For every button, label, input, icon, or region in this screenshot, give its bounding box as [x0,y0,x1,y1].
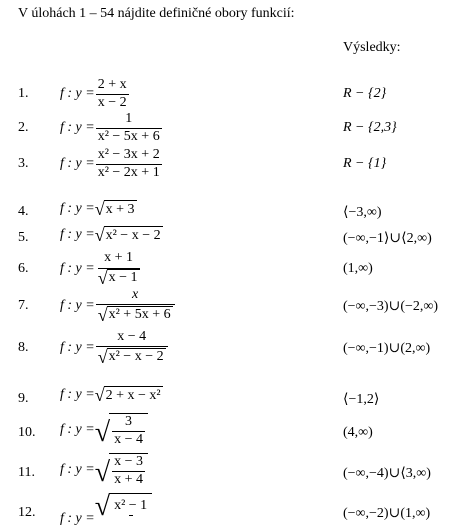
problem-number: 1. [18,86,29,101]
denominator: x² − 5x + 6 [97,128,160,144]
fraction [96,330,168,366]
square-root [95,493,152,521]
problem-row [0,330,467,378]
result: (−∞,−3)∪(−2,∞) [343,299,439,314]
numerator: 2 + x [97,77,127,92]
formula [60,413,148,447]
formula-lhs: f : y = [60,511,95,526]
formula [60,386,163,404]
problem-number: 3. [18,156,29,171]
result: (1,∞) [343,261,373,276]
numerator: x − 3 [114,454,143,469]
denominator: x + 4 [114,471,143,487]
formula [60,330,169,366]
formula [60,226,163,244]
formula-lhs: f : y = [60,86,95,102]
formula [60,200,137,218]
radical-sign-icon: √ [94,417,111,449]
formula-lhs: f : y = [60,339,95,355]
square-root [95,453,148,487]
problem-number: 12. [18,505,36,520]
formula-lhs: f : y = [60,260,95,276]
formula [60,78,130,110]
square-root [98,268,140,287]
square-root [95,386,163,404]
square-root [95,200,137,218]
results-header: Výsledky: [343,40,401,55]
formula-lhs: f : y = [60,387,95,402]
radical-sign-icon: √ [94,225,105,245]
radical-sign-icon: √ [94,385,105,405]
result: R − {2} [343,86,387,101]
radicand [109,453,148,487]
fraction [96,288,175,324]
radicand: 2 + x − x² [105,388,161,403]
fraction [96,112,162,144]
numerator: x² − 1 [114,498,148,514]
denominator: x − 2 [97,94,127,110]
denominator: x − 4 [114,431,143,447]
problem-row [0,491,467,526]
result: (−∞,−1)∪(2,∞) [343,341,431,356]
problem-number: 11. [18,465,35,480]
problem-number: 6. [18,261,29,276]
problem-number: 9. [18,391,29,406]
denominator [96,304,175,324]
formula [60,251,143,287]
numerator: x [132,287,139,302]
result: R − {1} [343,156,387,171]
problem-number: 10. [18,425,36,440]
result: (4,∞) [343,425,373,440]
radical-sign-icon: √ [97,346,108,367]
denominator [96,346,168,366]
radicand: x + 3 [105,202,135,217]
result: ⟨−1,2⟩ [343,392,380,407]
radical-sign-icon: √ [94,491,111,522]
result: (−∞,−4)∪⟨3,∞) [343,466,431,481]
problem-number: 2. [18,120,29,135]
radicand: x² − x − 2 [108,349,164,365]
numerator: x + 1 [104,250,134,265]
formula [60,288,176,324]
fraction [96,78,129,110]
denominator: x² − 2x + 1 [97,164,160,180]
formula-lhs: f : y = [60,422,95,438]
intro-text: V úlohách 1 – 54 nájdite definičné obory funkcií: [18,6,295,21]
problem-number: 5. [18,230,29,245]
problem-number: 8. [18,340,29,355]
numerator: 1 [125,111,133,126]
radicand: x² + 5x + 6 [108,307,171,323]
formula-lhs: f : y = [60,156,95,172]
problem-row [0,288,467,336]
fraction [112,415,145,447]
square-root [98,348,166,366]
radical-sign-icon: √ [94,457,111,489]
radicand [109,493,152,521]
formula-lhs: f : y = [60,462,95,478]
numerator: x − 4 [117,329,147,344]
fraction [96,251,142,287]
fraction [112,499,149,517]
fraction [96,148,162,180]
square-root [95,226,163,244]
result: ⟨−3,∞) [343,205,382,220]
result: (−∞,−1⟩∪⟨2,∞) [343,231,432,246]
formula [60,453,148,487]
numerator: 3 [125,414,133,429]
formula-lhs: f : y = [60,120,95,136]
square-root [95,413,148,447]
formula [60,491,152,526]
radicand [109,413,148,447]
denominator [129,515,133,517]
radical-sign-icon: √ [97,304,108,325]
radical-sign-icon: √ [94,199,105,219]
numerator: x² − 3x + 2 [97,147,160,162]
result: R − {2,3} [343,120,397,135]
square-root [98,306,173,324]
fraction [112,455,145,487]
radicand: x² − x − 2 [105,228,161,243]
problem-row [0,148,467,196]
formula-lhs: f : y = [60,297,95,313]
radical-sign-icon: √ [97,267,108,288]
problem-number: 4. [18,204,29,219]
formula-lhs: f : y = [60,227,95,242]
denominator [96,267,142,287]
formula-lhs: f : y = [60,201,95,216]
formula [60,148,163,180]
result: (−∞,−2)∪(1,∞) [343,506,431,521]
formula [60,112,163,144]
radicand: x − 1 [108,270,138,286]
problem-number: 7. [18,298,29,313]
